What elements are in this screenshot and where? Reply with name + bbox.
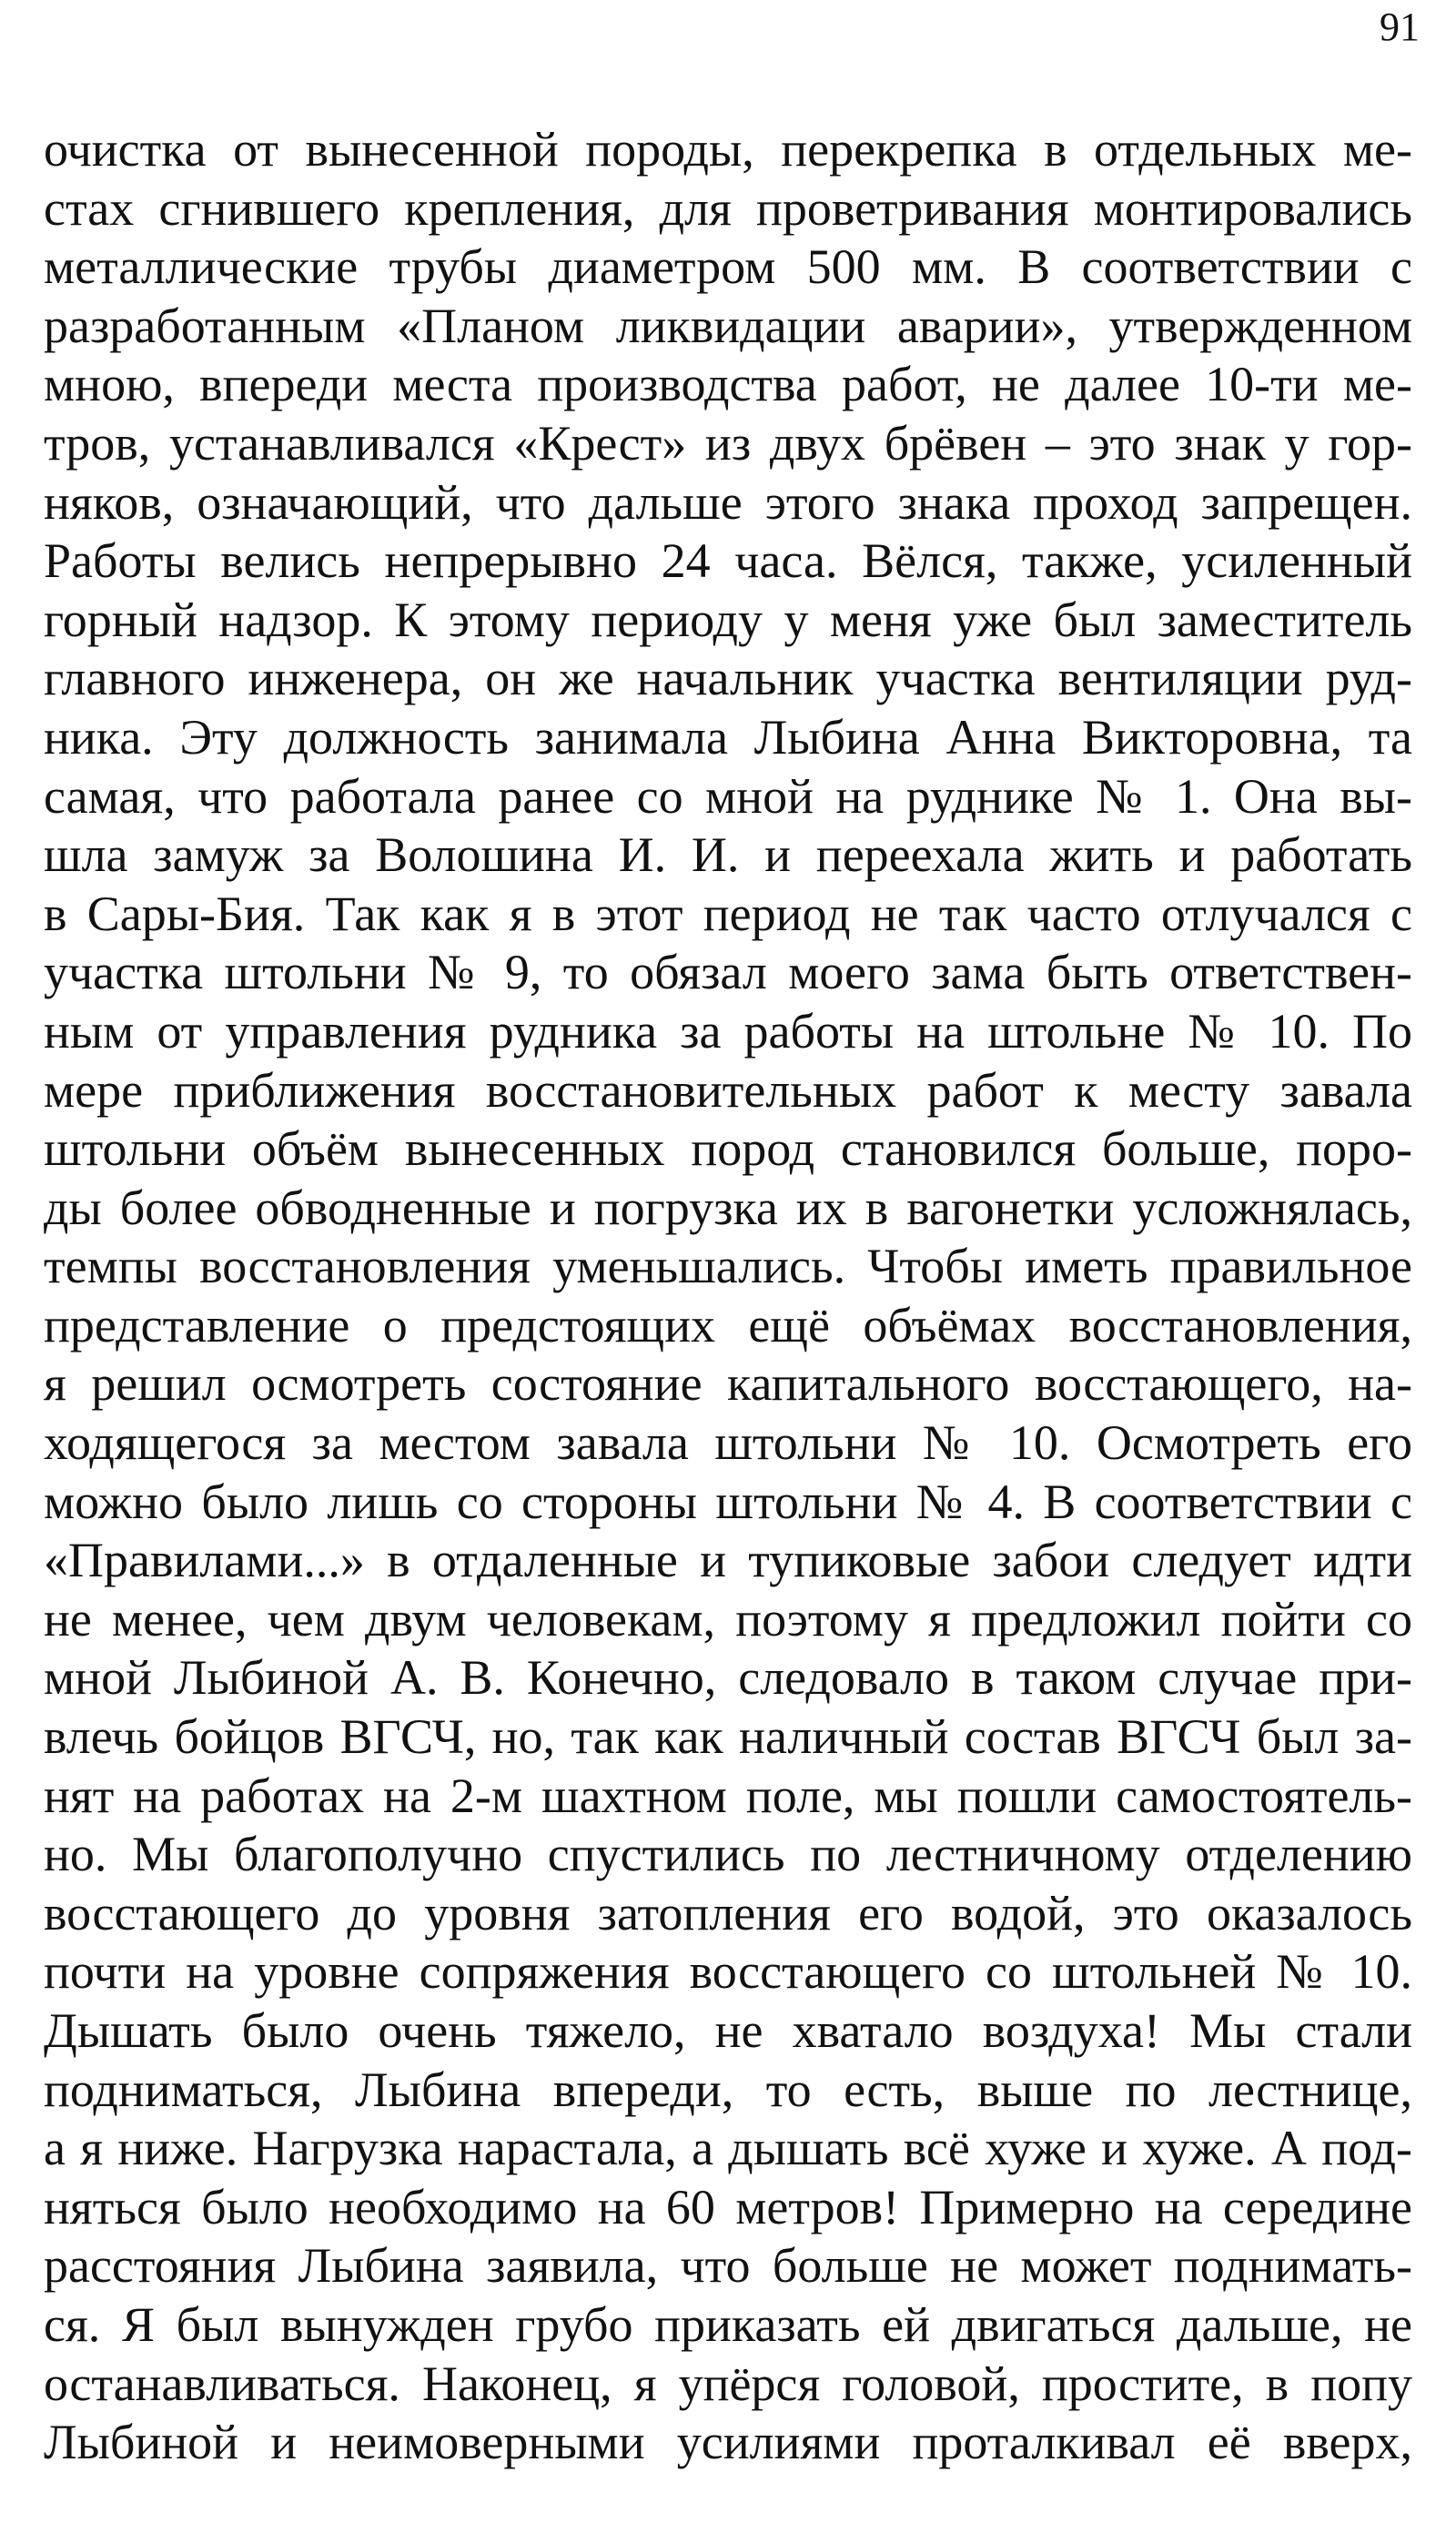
text-line: ника. Эту должность занимала Лыбина Анна Викторовна, та (44, 709, 1412, 765)
text-line: очистка от вынесенной породы, перекрепка в отдельных ме- (44, 122, 1412, 177)
text-line: стах сгнившего крепления, для проветривания монтировались (44, 180, 1412, 236)
text-line: металлические трубы диаметром 500 мм. В соответствии с (44, 239, 1412, 295)
text-line: няков, означающий, что дальше этого знака проход запрещен. (44, 474, 1412, 530)
text-line: разработанным «Планом ликвидации аварии», утвержденном (44, 298, 1412, 353)
text-line: восстающего до уровня затопления его водой, это оказалось (44, 1885, 1412, 1940)
text-line: мною, впереди места производства работ, не далее 10-ти ме- (44, 357, 1412, 412)
text-line: тров, устанавливался «Крест» из двух брёвен – это знак у гор- (44, 415, 1412, 471)
text-line: мере приближения восстановительных работ к месту завала (44, 1062, 1412, 1118)
text-line: но. Мы благополучно спустились по лестничному отделению (44, 1827, 1412, 1882)
text-line: участка штольни № 9, то обязал моего зама быть ответствен- (44, 945, 1412, 1000)
text-line: а я ниже. Нагрузка нарастала, а дышать всё хуже и хуже. А под- (44, 2121, 1412, 2176)
text-line: мной Лыбиной А. В. Конечно, следовало в таком случае при- (44, 1650, 1412, 1706)
text-line: шла замуж за Волошина И. И. и переехала жить и работать (44, 827, 1412, 883)
text-line: ным от управления рудника за работы на штольне № 10. По (44, 1003, 1412, 1059)
text-line: можно было лишь со стороны штольни № 4. В соответствии с (44, 1474, 1412, 1529)
text-line: почти на уровне сопряжения восстающего со штольней № 10. (44, 1944, 1412, 2000)
text-line: Работы велись непрерывно 24 часа. Вёлся, также, усиленный (44, 533, 1412, 589)
text-line: ды более обводненные и погрузка их в вагонетки усложнялась, (44, 1180, 1412, 1235)
text-line: влечь бойцов ВГСЧ, но, так как наличный состав ВГСЧ был за- (44, 1709, 1412, 1765)
text-line: «Правилами...» в отдаленные и тупиковые забои следует идти (44, 1533, 1412, 1588)
text-line: ся. Я был вынужден грубо приказать ей двигаться дальше, не (44, 2296, 1412, 2352)
text-line: в Сары-Бия. Так как я в этот период не так часто отлучался с (44, 886, 1412, 941)
text-line: темпы восстановления уменьшались. Чтобы иметь правильное (44, 1239, 1412, 1294)
text-line: останавливаться. Наконец, я упёрся головой, простите, в попу (44, 2356, 1412, 2411)
text-line: ходящегося за местом завала штольни № 10. Осмотреть его (44, 1415, 1412, 1471)
text-line: расстояния Лыбина заявила, что больше не может поднимать- (44, 2238, 1412, 2294)
text-line: не менее, чем двум человекам, поэтому я предложил пойти со (44, 1591, 1412, 1647)
text-line: я решил осмотреть состояние капитального восстающего, на- (44, 1356, 1412, 1412)
text-line: главного инженера, он же начальник участка вентиляции руд- (44, 651, 1412, 706)
text-line: нят на работах на 2-м шахтном поле, мы пошли самостоятель- (44, 1768, 1412, 1823)
text-line: горный надзор. К этому периоду у меня уже был заместитель (44, 592, 1412, 647)
page-number: 91 (1380, 5, 1420, 49)
text-line: Лыбиной и неимоверными усилиями проталкивал её вверх, (44, 2415, 1412, 2470)
text-line: представление о предстоящих ещё объёмах восстановления, (44, 1297, 1412, 1353)
text-line: подниматься, Лыбина впереди, то есть, выше по лестнице, (44, 2062, 1412, 2117)
text-line: Дышать было очень тяжело, не хватало воздуха! Мы стали (44, 2003, 1412, 2058)
body-text (44, 120, 1412, 2472)
text-line: няться было необходимо на 60 метров! Примерно на середине (44, 2179, 1412, 2234)
text-line: самая, что работала ранее со мной на руднике № 1. Она вы- (44, 768, 1412, 824)
text-line: штольни объём вынесенных пород становился больше, поро- (44, 1121, 1412, 1177)
